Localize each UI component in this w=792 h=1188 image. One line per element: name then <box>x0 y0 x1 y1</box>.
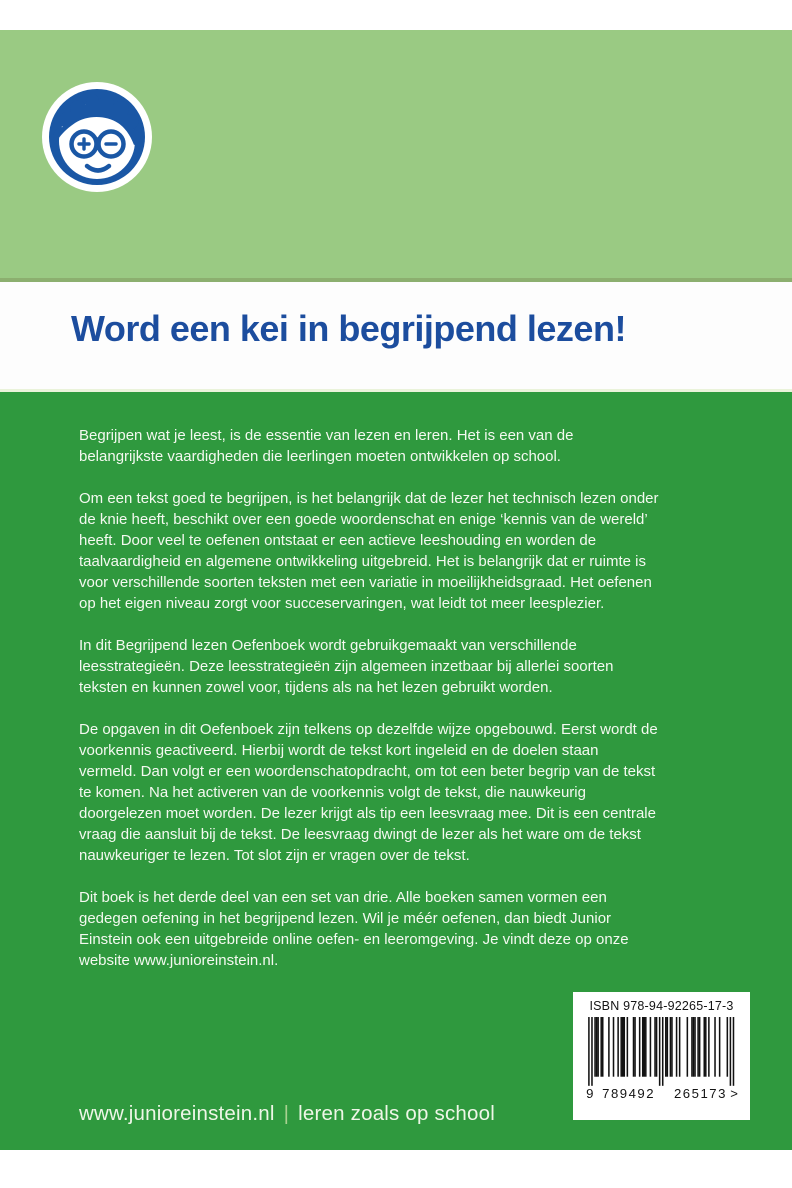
paragraph: In dit Begrijpend lezen Oefenboek wordt gebruikgemaakt van verschillende leesstrategieën. Deze leesstrategieën zijn algemeen inzetbaar bij allerlei soorten teksten en kunnen zowel voor, tijdens als na het lezen gebruikt worden. <box>79 637 614 696</box>
header-band <box>0 30 792 278</box>
footer-separator: | <box>283 1102 290 1125</box>
paragraph: Begrijpen wat je leest, is de essentie van lezen en leren. Het is een van de belangrijkste vaardigheden die leerlingen moeten ontwikkelen op school. <box>79 427 574 465</box>
barcode <box>586 1016 738 1101</box>
title-band <box>0 282 792 389</box>
book-title: Word een kei in begrijpend lezen! <box>71 308 626 349</box>
website-url: www.junioreinstein.nl <box>79 1102 275 1125</box>
barcode-digits-left: 789492 <box>601 1085 655 1101</box>
isbn-box <box>573 992 750 1120</box>
barcode-bars <box>588 1017 734 1086</box>
back-cover-text <box>0 392 659 971</box>
barcode-digit-first: 9 <box>585 1085 593 1101</box>
barcode-arrow: > <box>729 1085 738 1101</box>
paragraph: Om een tekst goed te begrijpen, is het belangrijk dat de lezer het technisch lezen onder de knie heeft, beschikt over een goede woordenschat en enige ‘kennis van de wereld’ heeft. Door veel te oefenen ontstaat er een actieve leeshouding en worden de taalvaardigheid en algemene ontwikkeling uitgebreid. Het is belangrijk dat er ruimte is voor verschillende soorten teksten met een variatie in moeilijkheidsgraad. Het oefenen op het eigen niveau zorgt voor succeservaringen, wat leidt tot meer leesplezier. <box>79 490 659 612</box>
isbn-label: ISBN 978-94-92265-17-3 <box>589 999 734 1013</box>
footer-tagline: leren zoals op school <box>298 1102 495 1125</box>
paragraph: De opgaven in dit Oefenboek zijn telkens op dezelfde wijze opgebouwd. Eerst wordt de voorkennis geactiveerd. Hierbij wordt de tekst kort ingeleid en de doelen staan vermeld. Dan volgt er een woordenschatopdracht, om tot een beter begrip van de tekst te komen. Na het activeren van de voorkennis volgt de tekst, die nauwkeurig doorgelezen moet worden. De lezer krijgt als tip een leesvraag mee. Dit is een centrale vraag die aansluit bij de tekst. De leesvraag dwingt de lezer als het ware om de tekst nauwkeuriger te lezen. Tot slot zijn er vragen over de tekst. <box>79 721 658 864</box>
barcode-digits-right: 265173 <box>673 1085 727 1101</box>
body-band <box>0 392 792 1150</box>
paragraph: Dit boek is het derde deel van een set van drie. Alle boeken samen vormen een gedegen oefening in het begrijpend lezen. Wil je méér oefenen, dan biedt Junior Einstein ook een uitgebreide online oefen- en leeromgeving. Je vindt deze op onze website www.junioreinstein.nl. <box>79 889 629 969</box>
junior-einstein-logo <box>41 81 153 193</box>
footer-line <box>79 1102 495 1126</box>
